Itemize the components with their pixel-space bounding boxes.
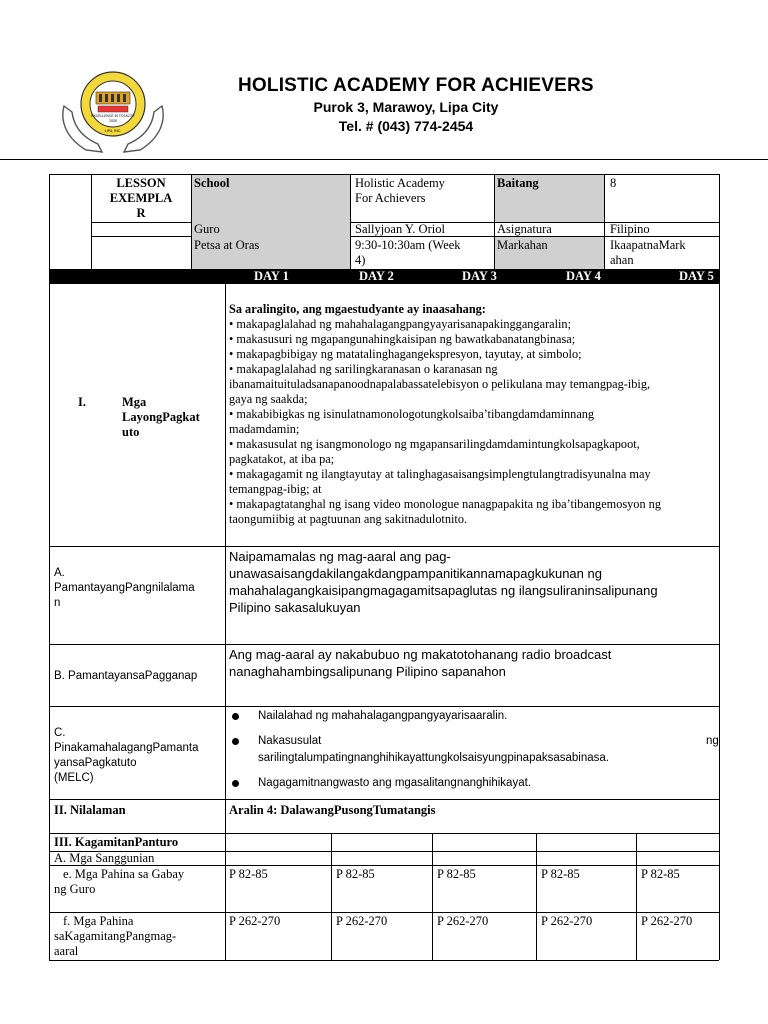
melc-item-2-cont: sarilingtalumpatingnanghihikayattungkolsaisyungpinapaksasabinasa. — [258, 752, 609, 764]
school-address: Purok 3, Marawoy, Lipa City — [313, 99, 499, 115]
day-3-header: DAY 3 — [462, 269, 497, 283]
gabay-day-5: P 82-85 — [641, 867, 680, 881]
svg-text:LIPA, INC.: LIPA, INC. — [104, 129, 122, 133]
melc-item-2-start: Nakasusulat — [258, 735, 322, 747]
asignatura-value: Filipino — [610, 222, 650, 236]
lesson-exemplar-label: LESSON EXEMPLA R — [109, 176, 173, 220]
markahan-value: IkaapatnaMark ahan — [610, 238, 686, 267]
school-telephone: Tel. # (043) 774-2454 — [338, 118, 474, 134]
pamantayang-pangnilalaman-content: Naipamamalas ng mag-aaral ang pag- unawasaisangdakilangakdangpampanitikannamapagkukunan ng mahahalagangkaisipangmagagamitsapaglutas ng ilangsuliraninsalipunang Pilipino sakasalukuyan — [229, 549, 658, 615]
markahan-label: Markahan — [497, 238, 548, 252]
sanggunian-label: A. Mga Sanggunian — [54, 851, 155, 865]
kagamitan-day-4: P 262-270 — [541, 914, 593, 928]
day-header-row — [49, 269, 719, 283]
svg-text:2005: 2005 — [109, 119, 117, 123]
document-header — [0, 0, 768, 160]
kagamitan-day-3: P 262-270 — [437, 914, 489, 928]
melc-bullet-3 — [232, 780, 239, 787]
melc-item-3: Nagagamitnangwasto ang mgasalitangnanghihikayat. — [258, 777, 531, 789]
melc-bullet-1 — [232, 713, 239, 720]
melc-label: C. PinakamahalagangPamanta yansaPagkatuto (MELC) — [54, 727, 199, 784]
day-4-header: DAY 4 — [566, 269, 601, 283]
petsa-label: Petsa at Oras — [194, 238, 260, 252]
guro-label: Guro — [194, 222, 220, 236]
gabay-guro-label: e. Mga Pahina sa Gabay ng Guro — [54, 867, 185, 896]
header-divider — [0, 159, 768, 160]
gabay-day-3: P 82-85 — [437, 867, 476, 881]
guro-value: Sallyjoan Y. Oriol — [355, 222, 445, 236]
pamantayang-pangnilalaman-label: A. PamantayangPangnilalama n — [54, 567, 195, 609]
objectives-label: Mga LayongPagkat uto — [122, 395, 200, 439]
pamantayan-pagganap-content: Ang mag-aaral ay nakabubuo ng makatotohanang radio broadcast nanaghahambingsalipunang Pilipino sapanahon — [229, 647, 612, 679]
pamantayan-pagganap-label: B. PamantayansaPagganap — [54, 670, 198, 682]
baitang-label: Baitang — [497, 176, 539, 190]
melc-bullet-2 — [232, 738, 239, 745]
school-value: Holistic Academy For Achievers — [355, 176, 445, 205]
gabay-day-1: P 82-85 — [229, 867, 268, 881]
kagamitan-day-2: P 262-270 — [336, 914, 388, 928]
baitang-value: 8 — [610, 176, 617, 190]
petsa-value: 9:30-10:30am (Week 4) — [355, 238, 461, 267]
gabay-day-4: P 82-85 — [541, 867, 580, 881]
kagamitan-label: III. KagamitanPanturo — [54, 835, 179, 849]
asignatura-label: Asignatura — [497, 222, 552, 236]
gabay-day-2: P 82-85 — [336, 867, 375, 881]
svg-text:EXCELLENCE IN TOTALITY: EXCELLENCE IN TOTALITY — [91, 114, 135, 118]
nilalaman-label: II. Nilalaman — [54, 803, 126, 817]
day-2-header: DAY 2 — [359, 269, 394, 283]
day-5-header: DAY 5 — [679, 269, 714, 283]
day-1-header: DAY 1 — [254, 269, 289, 283]
school-label: School — [194, 176, 230, 190]
school-name: HOLISTIC ACADEMY FOR ACHIEVERS — [238, 75, 594, 96]
kagamitan-day-5: P 262-270 — [641, 914, 693, 928]
kagamitan-day-1: P 262-270 — [229, 914, 281, 928]
objectives-content: Sa aralingito, ang mgaestudyante ay inaasahang: • makapaglalahad ng mahahalagangpangyayarisanapakinggangaralin; • makasusuri ng mgapangunahingkaisipan ng bawatkabanatangbinasa; • makapagbibigay ng matatalinghagangekspresyon, tayutay, at simbolo; • makapaglalahad ng sarilingkaranasan o karanasan ng ibanamaituituladsanapanoodnapalabassatelebisyon o pelikulana may temangpag-ibig, gaya ng saakda; • makabibigkas ng isinulatnamonologotungkolsaiba’tibangdamdaminnang madamdamin; • makasusulat ng isangmonologo ng mgapansarilingdamdamintungkolsapagkapoot, pagkatakot, at iba pa; • makagagamit ng ilangtayutay at talinghagasaisangsimplengtulangtradisyunalna may temangpag-ibig; at • makapagtatanghal ng isang video monologue nanagpapakita ng iba’tibangemosyon ng taongumiibig at pagtuunan ang sakitnadulotnito. — [229, 302, 661, 526]
melc-item-1: Nailalahad ng mahahalagangpangyayarisaaralin. — [258, 710, 508, 722]
nilalaman-value: Aralin 4: DalawangPusongTumatangis — [229, 803, 436, 817]
kagamitang-mag-aaral-label: f. Mga Pahina saKagamitangPangmag- aaral — [54, 914, 177, 958]
objectives-number: I. — [78, 395, 86, 409]
melc-item-2-end: ng — [706, 735, 719, 747]
